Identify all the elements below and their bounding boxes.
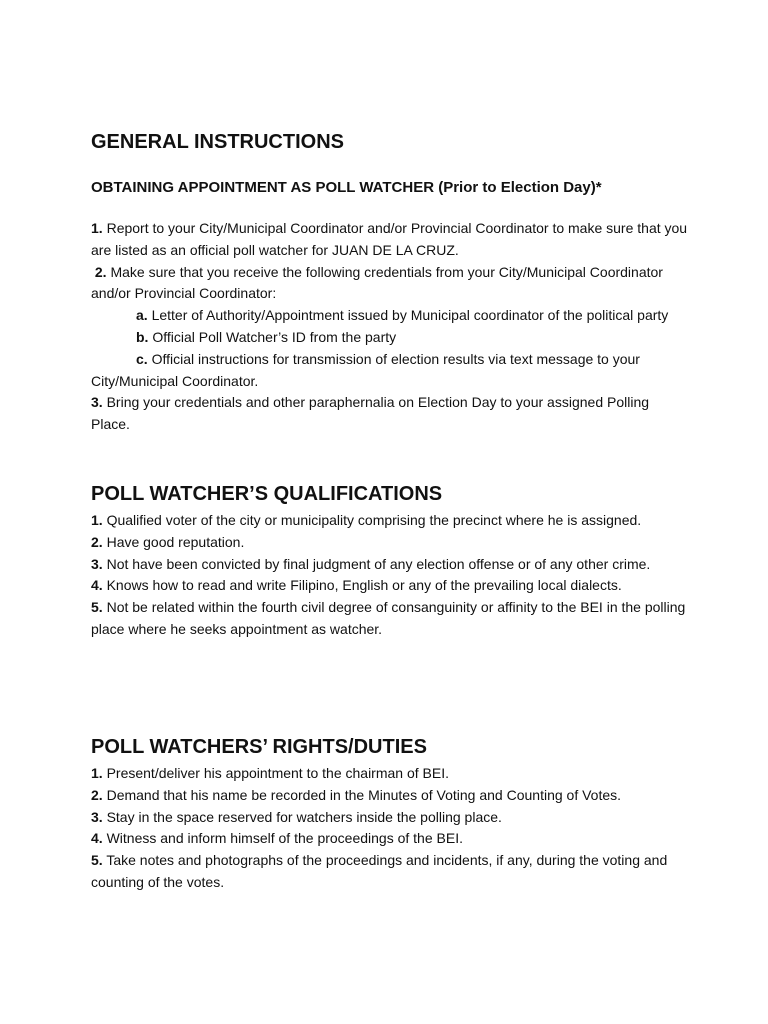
subitem-letter: a. bbox=[136, 307, 148, 324]
item-number: 1. bbox=[91, 512, 103, 528]
item-text: Qualified voter of the city or municipality comprising the precinct where he is assigned. bbox=[106, 512, 642, 528]
obtaining-item-2 bbox=[91, 262, 691, 306]
qualification-item bbox=[91, 597, 691, 641]
item-number: 5. bbox=[91, 599, 103, 616]
item-number: 1. bbox=[91, 765, 103, 781]
obtaining-appointment-section bbox=[91, 218, 691, 436]
item-text: Demand that his name be recorded in the Minutes of Voting and Counting of Votes. bbox=[106, 786, 622, 803]
item-number: 5. bbox=[91, 852, 103, 869]
item-number: 2. bbox=[94, 263, 107, 280]
item-number: 2. bbox=[91, 533, 103, 550]
qualifications-heading: POLL WATCHER’S QUALIFICATIONS bbox=[91, 483, 443, 505]
subitem-text: Official Poll Watcher’s ID from the party bbox=[152, 328, 397, 345]
item-text: Take notes and photographs of the proceedings and incidents, if any, during the voting and counting of the votes. bbox=[91, 852, 668, 890]
qualification-item bbox=[91, 575, 691, 597]
rights-item bbox=[91, 850, 691, 894]
item-text: Knows how to read and write Filipino, English or any of the prevailing local dialects. bbox=[106, 577, 622, 594]
qualification-item bbox=[91, 554, 691, 576]
item-text: Bring your credentials and other paraphernalia on Election Day to your assigned Polling Place. bbox=[91, 394, 650, 433]
obtaining-item-3 bbox=[91, 392, 691, 436]
item-text: Present/deliver his appointment to the chairman of BEI. bbox=[106, 765, 449, 781]
obtaining-appointment-heading: OBTAINING APPOINTMENT AS POLL WATCHER (Prior to Election Day)* bbox=[91, 179, 602, 196]
qualification-item bbox=[91, 532, 691, 554]
subitem-letter: b. bbox=[136, 328, 149, 345]
obtaining-item-1 bbox=[91, 218, 691, 262]
item-text: Stay in the space reserved for watchers inside the polling place. bbox=[106, 808, 502, 825]
item-number: 4. bbox=[91, 577, 103, 594]
rights-duties-section bbox=[91, 763, 691, 894]
general-instructions-heading: GENERAL INSTRUCTIONS bbox=[91, 131, 344, 153]
rights-item bbox=[91, 807, 691, 829]
obtaining-subitem-c bbox=[91, 349, 691, 393]
item-number: 3. bbox=[91, 555, 103, 572]
item-number: 3. bbox=[91, 394, 103, 411]
qualification-item bbox=[91, 510, 691, 532]
rights-item bbox=[91, 828, 691, 850]
obtaining-subitem-a bbox=[91, 305, 691, 327]
item-number: 4. bbox=[91, 830, 103, 847]
item-text: Have good reputation. bbox=[106, 533, 245, 550]
item-text: Report to your City/Municipal Coordinator and/or Provincial Coordinator to make sure that you are listed as an official poll watcher for JUAN DE LA CRUZ. bbox=[91, 220, 688, 258]
qualifications-section bbox=[91, 510, 691, 641]
rights-duties-heading: POLL WATCHERS’ RIGHTS/DUTIES bbox=[91, 736, 427, 758]
rights-item bbox=[91, 785, 691, 807]
rights-item bbox=[91, 763, 691, 785]
item-number: 2. bbox=[91, 786, 103, 803]
item-number: 3. bbox=[91, 808, 103, 825]
subitem-letter: c. bbox=[136, 350, 148, 367]
subitem-text: Letter of Authority/Appointment issued by Municipal coordinator of the political party bbox=[151, 307, 669, 324]
obtaining-subitem-b bbox=[91, 327, 691, 349]
item-number: 1. bbox=[91, 220, 103, 236]
item-text: Witness and inform himself of the proceedings of the BEI. bbox=[106, 830, 463, 847]
subitem-text: Official instructions for transmission of election results via text message to your City/Municipal Coordinator. bbox=[91, 350, 640, 389]
item-text: Not be related within the fourth civil degree of consanguinity or affinity to the BEI in the polling place where he seeks appointment as watcher. bbox=[91, 599, 686, 637]
item-text: Not have been convicted by final judgment of any election offense or of any other crime. bbox=[106, 555, 651, 572]
item-text: Make sure that you receive the following credentials from your City/Municipal Coordinator and/or Provincial Coordinator: bbox=[91, 263, 663, 302]
